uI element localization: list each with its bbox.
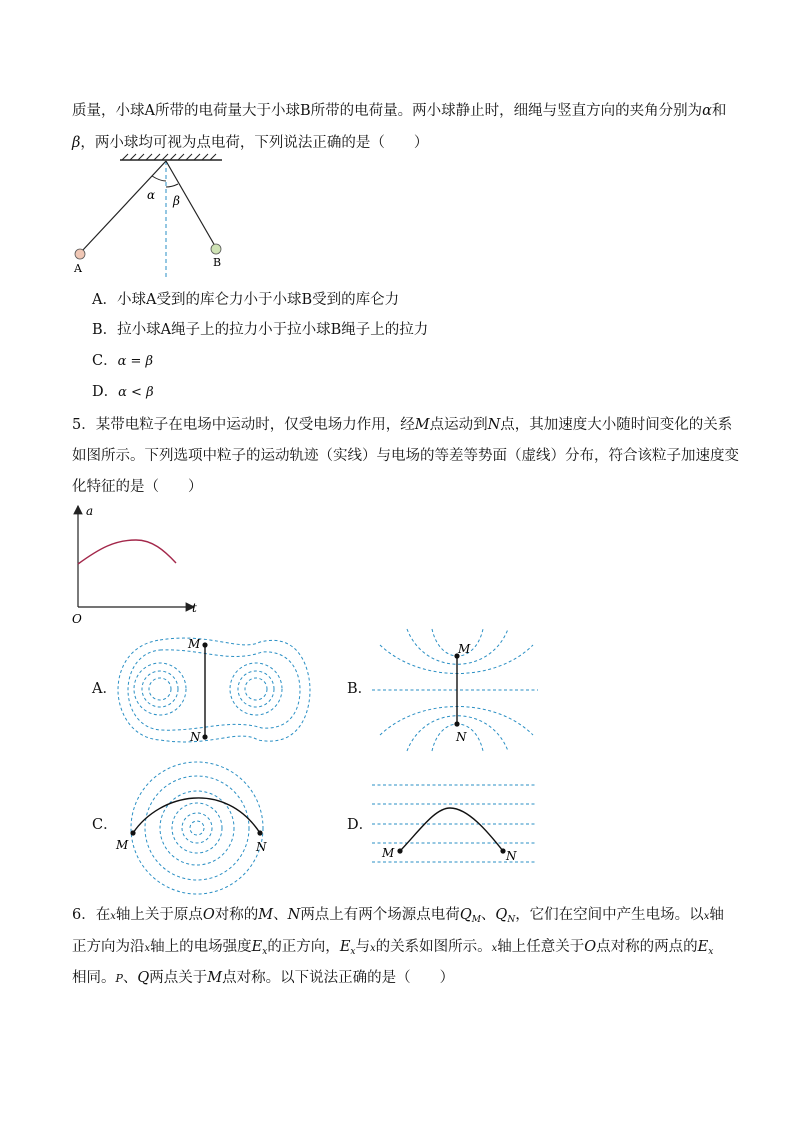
- beta-symbol: β: [72, 135, 81, 151]
- q4-option-d-prefix: D．: [92, 384, 119, 400]
- q4-option-a[interactable]: A．小球A受到的库仑力小于小球B受到的库仑力: [92, 292, 400, 308]
- q6-l2g: 点对称的两点的: [596, 939, 698, 955]
- a-axis-label: a: [86, 504, 94, 518]
- n-symbol: N: [287, 907, 301, 923]
- x-symbol-3: x: [144, 943, 151, 954]
- label-m-b: M: [458, 642, 471, 656]
- ceiling-hatch: [122, 154, 216, 160]
- q5-line1a: 5．某带电粒子在电场中运动时，仅受电场力作用，经: [72, 417, 415, 433]
- option-b-trajectory: [454, 642, 471, 744]
- point-m-c: [130, 830, 135, 835]
- label-m-a: M: [188, 637, 201, 651]
- point-n-c: [257, 830, 262, 835]
- label-n-c: N: [256, 840, 267, 854]
- ball-a: [75, 249, 85, 259]
- x-symbol-5: x: [491, 943, 498, 954]
- o-symbol-2: O: [584, 939, 597, 955]
- e-sub: x: [262, 947, 268, 957]
- point-m-a: [202, 642, 207, 647]
- x-symbol-4: x: [369, 943, 376, 954]
- q6-l1f: 轴: [709, 907, 724, 923]
- e-symbol: E: [251, 939, 263, 955]
- x-symbol: x: [110, 911, 116, 922]
- right-equipotential-3: [245, 678, 267, 700]
- q5-option-a[interactable]: A．: [92, 681, 117, 697]
- beta-angle-label: β: [173, 194, 180, 208]
- q4-and-text: 和: [711, 103, 727, 119]
- q5-line1c: 点，其加速度大小随时间变化的关系: [500, 417, 733, 433]
- q6-sep: 、: [273, 907, 288, 923]
- point-n-d: [500, 848, 505, 853]
- option-a-figure: [118, 638, 310, 742]
- q5-m-symbol: M: [414, 417, 430, 433]
- q4-line1-text: 质量，小球A所带的电荷量大于小球B所带的电荷量。两小球静止时，细绳与竖直方向的夹角分别为: [72, 103, 703, 119]
- q5-n-symbol: N: [487, 417, 501, 433]
- acceleration-time-graph: [72, 504, 197, 626]
- circle-2: [145, 776, 249, 880]
- circle-1: [131, 762, 263, 894]
- label-n-b: N: [456, 730, 467, 744]
- q4-line2-text: ，两小球均可视为点电荷，下列说法正确的是（ ）: [80, 135, 429, 151]
- right-equipotential-2: [238, 671, 274, 707]
- q6-l1d: 两点上有两个场源点电荷: [300, 907, 460, 923]
- string-a: [82, 161, 166, 251]
- q-point-symbol: Q: [137, 970, 150, 986]
- acceleration-curve: [78, 540, 176, 564]
- m-symbol-2: M: [207, 970, 223, 986]
- e-sub-3: x: [708, 947, 714, 957]
- origin-label: O: [72, 612, 82, 626]
- q5-option-b[interactable]: B．: [347, 681, 373, 697]
- option-b-figure: [372, 629, 538, 751]
- q4-option-c-prefix: C．: [92, 353, 118, 369]
- q4-option-c-expr: α = β: [117, 354, 154, 369]
- q6-l2f: 轴上任意关于: [497, 939, 585, 955]
- ball-b: [211, 244, 221, 254]
- q5-option-c[interactable]: C．: [92, 817, 118, 833]
- q4-option-d-expr: α < β: [118, 385, 154, 400]
- q5-text-line2: 如图所示。下列选项中粒子的运动轨迹（实线）与电场的等差等势面（虚线）分布，符合该粒子加速度变: [72, 448, 739, 464]
- m-symbol: M: [258, 907, 274, 923]
- o-symbol: O: [202, 907, 215, 923]
- label-n-a: N: [190, 730, 201, 744]
- q5-line1b: 点运动到: [429, 417, 488, 433]
- q4-option-b[interactable]: B．拉小球A绳子上的拉力小于拉小球B绳子上的拉力: [92, 322, 429, 338]
- e-symbol-3: E: [697, 939, 709, 955]
- q6-l1e: ，它们在空间中产生电场。以: [515, 907, 704, 923]
- q6-l2a: 正方向为沿: [72, 939, 145, 955]
- q6-sep3: 、: [122, 970, 138, 986]
- left-equipotential-3: [149, 678, 171, 700]
- point-m-d: [397, 848, 402, 853]
- option-a-trajectory: [187, 637, 208, 744]
- p-symbol: P: [115, 972, 123, 985]
- label-m-d: M: [382, 846, 395, 860]
- option-c-figure: [131, 762, 263, 894]
- q6-sep2: 、: [480, 907, 496, 923]
- pendulum-figure: [73, 154, 222, 278]
- label-m-c: M: [116, 838, 129, 852]
- x-symbol-2: x: [703, 911, 710, 922]
- q-symbol-m: Q: [459, 907, 472, 923]
- q6-l3a: 相同。: [72, 970, 116, 986]
- beta-arc: [166, 184, 178, 187]
- q6-l2d: 与: [355, 939, 370, 955]
- ball-a-label: A: [74, 262, 82, 275]
- q-sub-m: M: [471, 915, 481, 925]
- circle-6: [190, 821, 204, 835]
- q-sub-n: N: [507, 915, 516, 925]
- e-symbol-2: E: [339, 939, 351, 955]
- q6-l2c: 的正方向，: [267, 939, 340, 955]
- label-n-d: N: [506, 849, 517, 863]
- q6-l3b: 两点关于: [149, 970, 208, 986]
- option-d-trajectory: [381, 808, 517, 863]
- alpha-arc: [152, 176, 166, 181]
- q5-option-d[interactable]: D．: [347, 817, 374, 833]
- alpha-symbol: α: [702, 103, 712, 119]
- point-n-b: [454, 721, 459, 726]
- alpha-angle-label: α: [147, 188, 156, 202]
- point-n-a: [202, 734, 207, 739]
- q5-text-line3: 化特征的是（ ）: [72, 479, 203, 495]
- q6-l3c: 点对称。以下说法正确的是（ ）: [222, 970, 455, 986]
- trajectory-curve-d: [400, 808, 503, 851]
- q6-l2b: 轴上的电场强度: [150, 939, 252, 955]
- e-sub-2: x: [350, 947, 356, 957]
- circle-4: [172, 803, 222, 853]
- q6-l2e: 的关系如图所示。: [375, 939, 492, 955]
- q6-l1c: 对称的: [214, 907, 259, 923]
- q6-l1a: 6．在: [72, 907, 111, 923]
- circle-5: [182, 813, 212, 843]
- left-equipotential-2: [142, 671, 178, 707]
- q-symbol-n: Q: [495, 907, 508, 923]
- ball-b-label: B: [213, 256, 222, 269]
- t-axis-label: t: [192, 601, 197, 615]
- q6-l1b: 轴上关于原点: [115, 907, 203, 923]
